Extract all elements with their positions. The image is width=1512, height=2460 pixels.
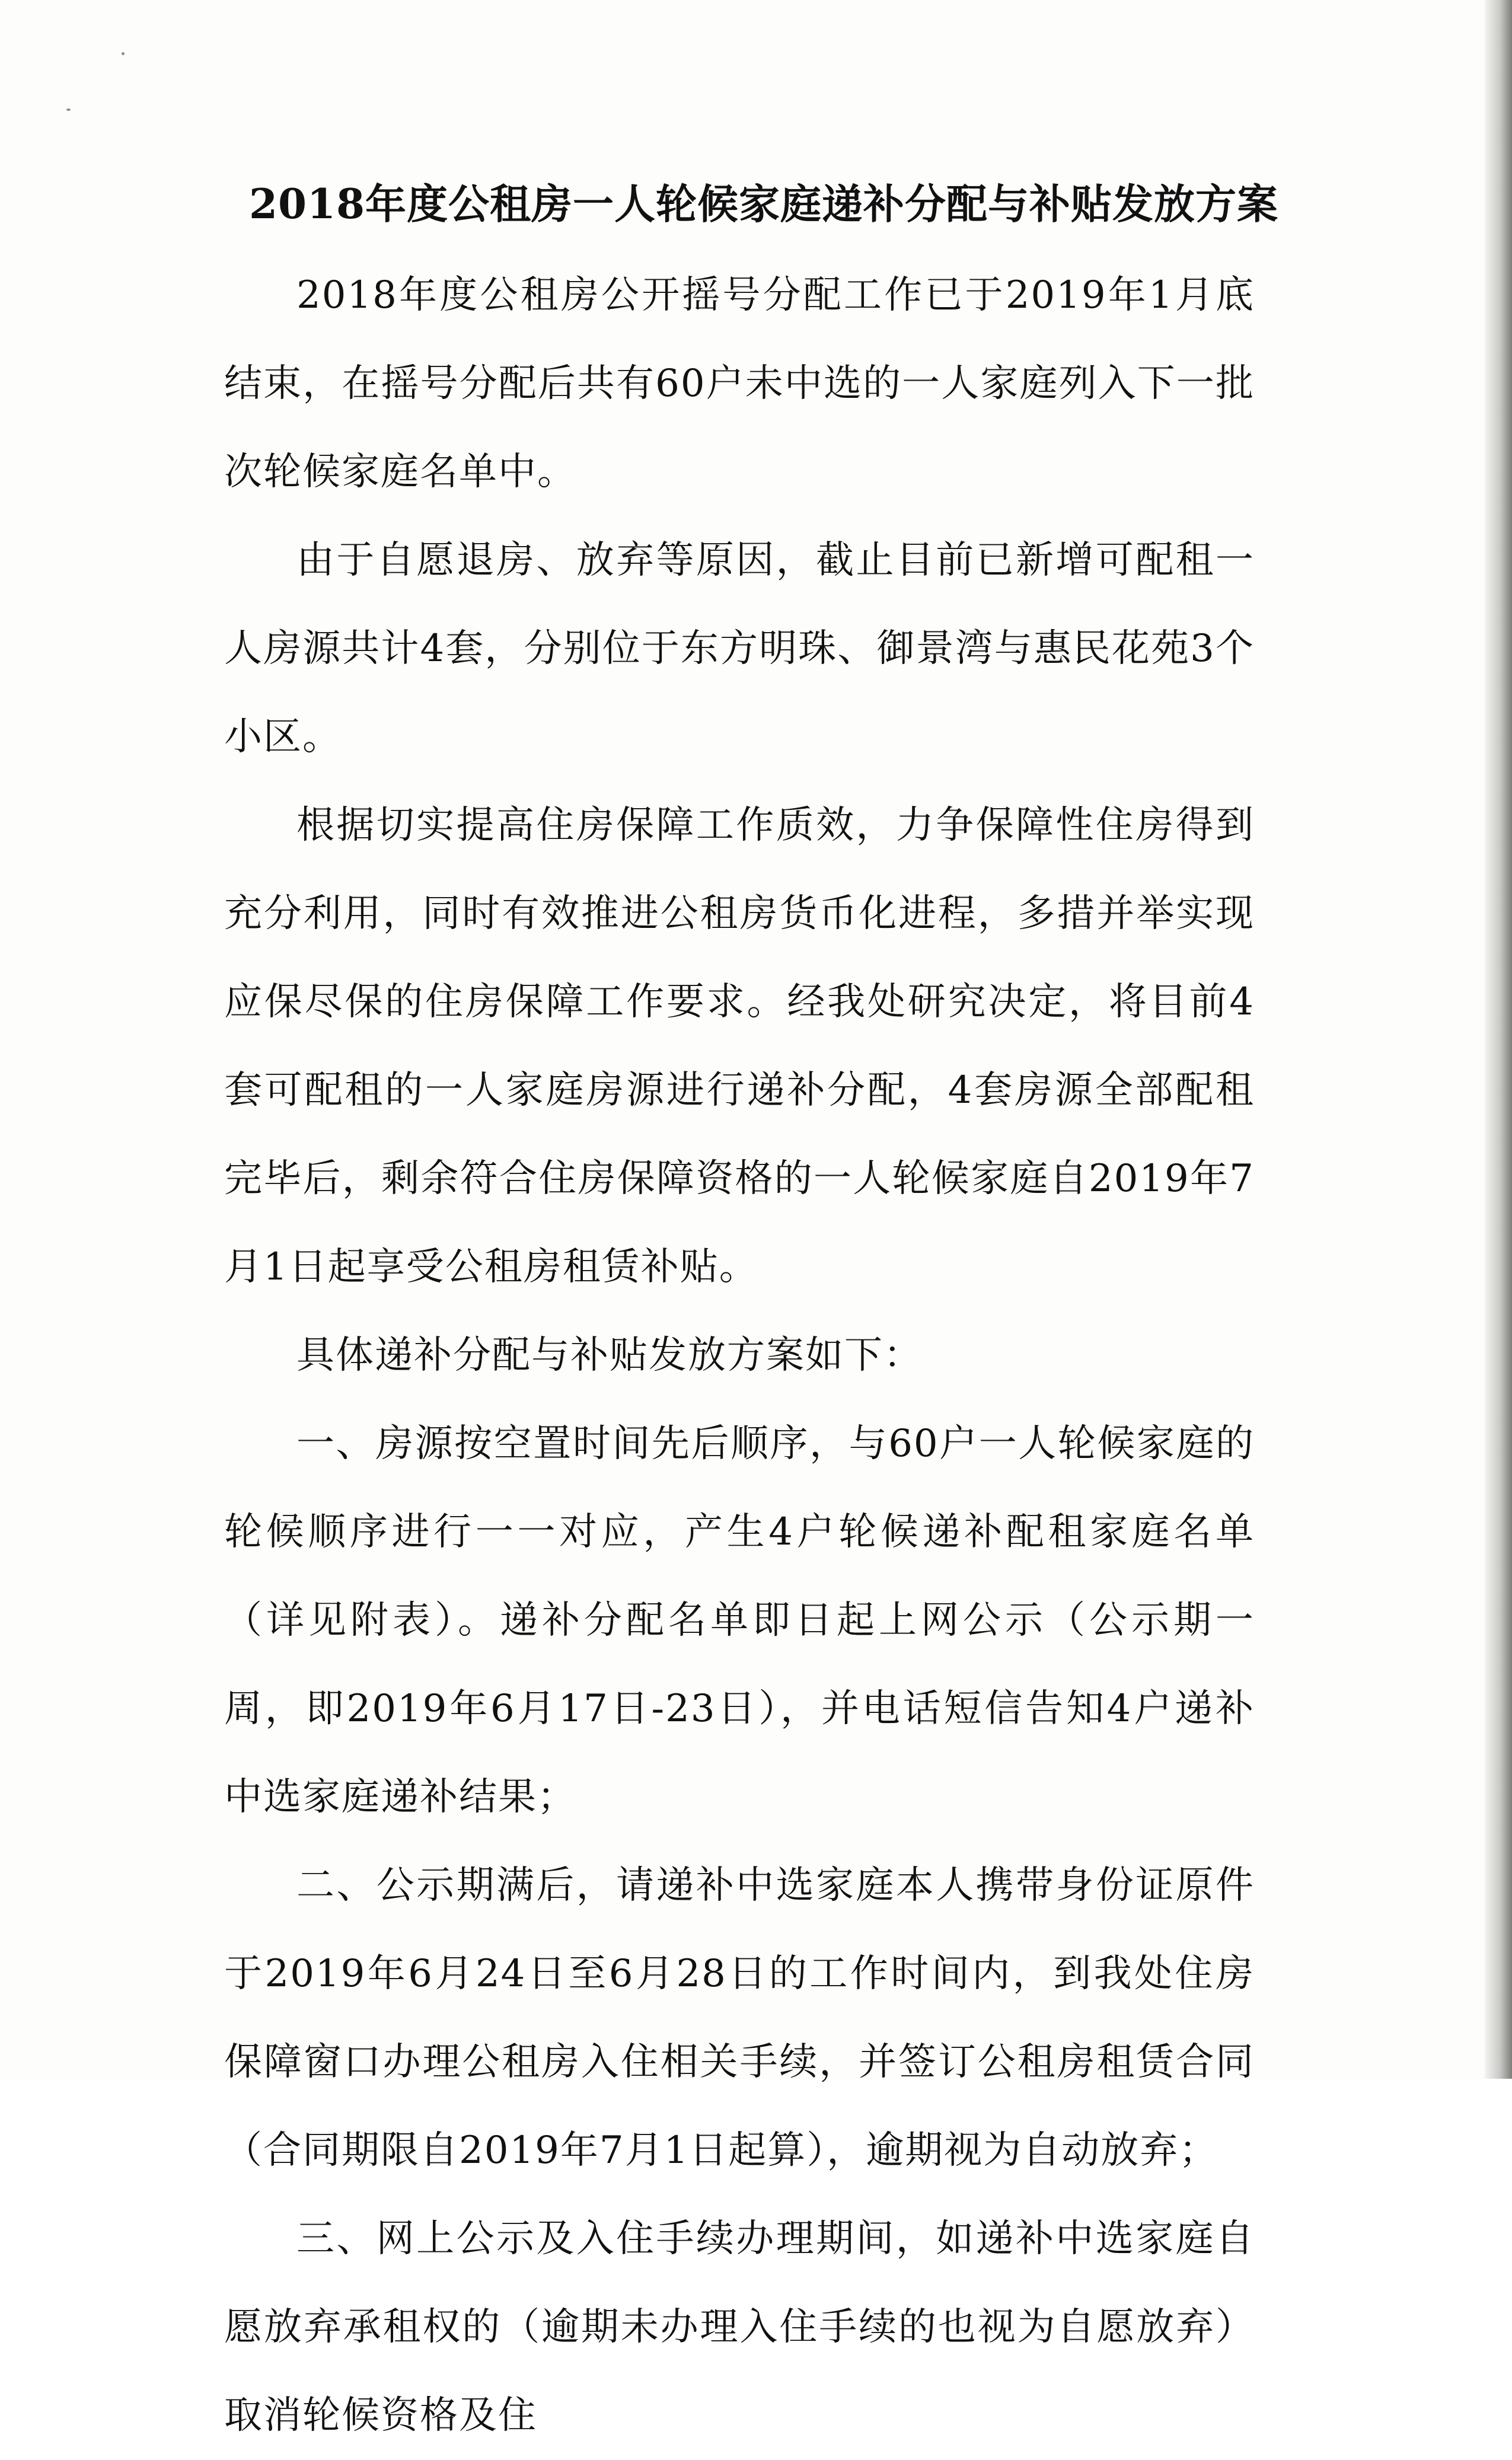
paragraph: 由于自愿退房、放弃等原因，截止目前已新增可配租一人房源共计4套，分别位于东方明珠、御景湾与惠民花苑3个小区。 [224,538,1255,759]
paragraph: 具体递补分配与补贴发放方案如下： [296,1333,923,1377]
scan-speck [122,52,125,55]
paragraph: 三、网上公示及入住手续办理期间，如递补中选家庭自愿放弃承租权的（逾期未办理入住手续的也视为自愿放弃）取消轮候资格及住 [224,2217,1255,2437]
document-title: 2018年度公租房一人轮候家庭递补分配与补贴发放方案 [249,180,1279,228]
paragraph: 根据切实提高住房保障工作质效，力争保障性住房得到充分利用，同时有效推进公租房货币化进程，多措并举实现应保尽保的住房保障工作要求。经我处研究决定，将目前4套可配租的一人家庭房源进行递补分配，4套房源全部配租完毕后，剩余符合住房保障资格的一人轮候家庭自2019年7月1日起享受公租房租赁补贴。 [224,803,1255,1289]
paragraph: 二、公示期满后，请递补中选家庭本人携带身份证原件于2019年6月24日至6月28日的工作时间内，到我处住房保障窗口办理公租房入住相关手续，并签订公租房租赁合同（合同期限自2019年7月1日起算），逾期视为自动放弃； [224,1864,1255,2172]
scan-edge-shadow [1485,0,1512,2079]
scan-speck [66,109,71,111]
paragraph: 一、房源按空置时间先后顺序，与60户一人轮候家庭的轮候顺序进行一一对应，产生4户轮候递补配租家庭名单（详见附表）。递补分配名单即日起上网公示（公示期一周，即2019年6月17日-23日），并电话短信告知4户递补中选家庭递补结果； [224,1422,1255,1819]
document-content [224,178,1279,2460]
document-body [224,251,1255,2460]
paragraph: 2018年度公租房公开摇号分配工作已于2019年1月底结束，在摇号分配后共有60户未中选的一人家庭列入下一批次轮候家庭名单中。 [224,273,1255,494]
